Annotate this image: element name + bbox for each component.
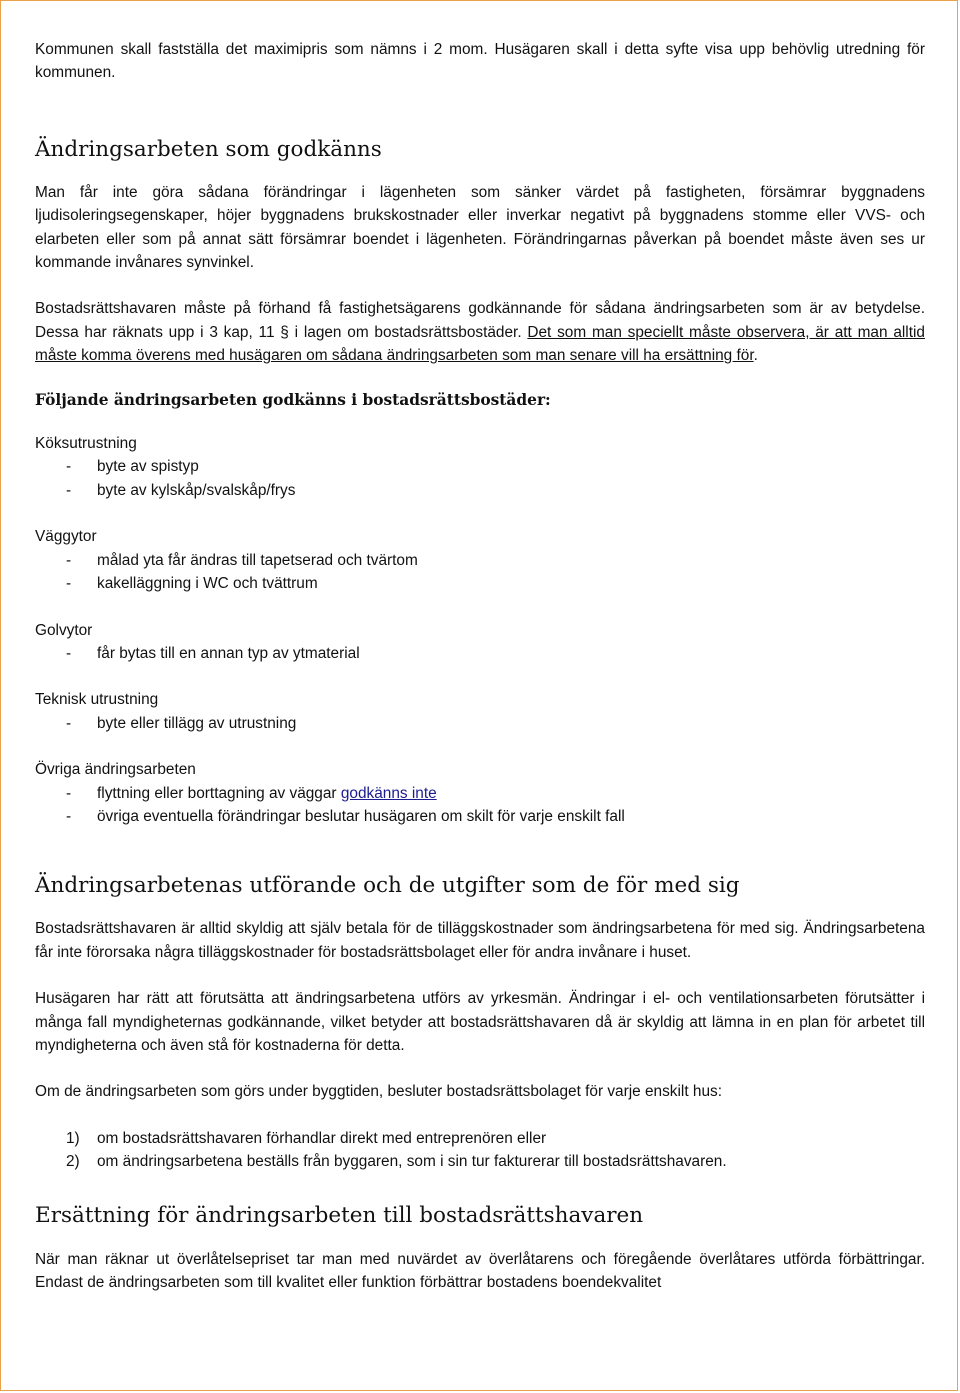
list-item: - byte eller tillägg av utrustning — [35, 712, 925, 735]
p2-underlined-text: Det som man speciellt måste observera, är att man alltid måste komma överens med husägaren om sådana ändringsarbeten som man senare vill ha ersättning för — [35, 323, 925, 365]
dash-bullet: - — [66, 458, 72, 476]
section1-paragraph-1: Man får inte göra sådana förändringar i lägenheten som sänker värdet på fastigheten, försämrar byggnadens ljudisoleringsegenskaper, höjer byggnadens brukskostnader eller inverkar negativt på byggnadens stomme eller VVS- och elarbeten eller som på annat sätt försämrar boendet i lägenheten. Förändringarnas påverkan på boendet måste även ses ur kommande invånares synvinkel. — [35, 183, 925, 272]
section2-paragraph-2: Husägaren har rätt att förutsätta att ändringsarbetena utförs av yrkesmän. Ändringar i el- och ventilationsarbeten förutsätter i många fall myndigheternas godkännande, vilket betyder att bostadsrättshavaren då är skyldig att lämna in en plan för arbetet till myndigheterna och även stå för kostnaderna för detta. — [35, 990, 925, 1054]
dash-bullet: - — [66, 714, 72, 732]
category-floors — [35, 619, 925, 666]
section2-paragraph-3: Om de ändringsarbeten som görs under byggtiden, besluter bostadsrättsbolaget för varje enskilt hus: — [35, 1083, 722, 1101]
list-item: - flyttning eller borttagning av väggar godkänns inte — [35, 782, 925, 805]
intro-paragraph: Kommunen skall fastställa det maximipris som nämns i 2 mom. Husägaren skall i detta syfte visa upp behövlig utredning för kommunen. — [35, 41, 925, 82]
section-heading-execution-costs: Ändringsarbetenas utförande och de utgifter som de för med sig — [35, 873, 740, 899]
category-title: Golvytor — [35, 621, 93, 639]
list-item: - målad yta får ändras till tapetserad och tvärtom — [35, 549, 925, 572]
section-heading-compensation: Ersättning för ändringsarbeten till bostadsrättshavaren — [35, 1202, 644, 1228]
numbered-list — [35, 1127, 925, 1174]
list-item: - kakelläggning i WC och tvättrum — [35, 572, 925, 595]
list-item: - byte av spistyp — [35, 455, 925, 478]
dash-bullet: - — [66, 807, 72, 825]
p2-plain-text: Bostadsrättshavaren måste på förhand få fastighetsägarens godkännande för sådana ändringsarbeten som är av betydelse. Dessa har räknats upp i 3 kap, 11 § i lagen om bostadsrättsbostäder. — [35, 300, 925, 341]
dash-bullet: - — [66, 575, 72, 593]
list-number: 2) — [66, 1153, 80, 1171]
document-body — [35, 38, 925, 1294]
dash-bullet: - — [66, 784, 72, 802]
p2-end: . — [753, 347, 758, 365]
category-walls — [35, 525, 925, 595]
list-item: - byte av kylskåp/svalskåp/frys — [35, 479, 925, 502]
list-item: - övriga eventuella förändringar beslutar husägaren om skilt för varje enskilt fall — [35, 805, 925, 828]
list-item: - får bytas till en annan typ av ytmaterial — [35, 642, 925, 665]
dash-bullet: - — [66, 481, 72, 499]
not-approved-text: godkänns inte — [340, 784, 437, 802]
list-item: 2) om ändringsarbetena beställs från byggaren, som i sin tur fakturerar till bostadsrättshavaren. — [35, 1150, 925, 1173]
dash-bullet: - — [66, 551, 72, 569]
list-number: 1) — [66, 1129, 80, 1147]
section1-paragraph-2 — [35, 297, 925, 367]
category-other — [35, 758, 925, 828]
category-title: Köksutrustning — [35, 435, 137, 453]
section-heading-approved-changes: Ändringsarbeten som godkänns — [35, 136, 382, 162]
dash-bullet: - — [66, 644, 72, 662]
category-kitchen — [35, 432, 925, 502]
category-title: Väggytor — [35, 528, 97, 546]
category-technical — [35, 688, 925, 735]
category-title: Övriga ändringsarbeten — [35, 761, 196, 779]
section2-paragraph-1: Bostadsrättshavaren är alltid skyldig att själv betala för de tilläggskostnader som ändringsarbetena för med sig. Ändringsarbetena får inte förorsaka några tilläggskostnader för bostadsrättsbolaget eller för andra invånare i huset. — [35, 920, 925, 961]
category-title: Teknisk utrustning — [35, 691, 159, 709]
list-item: 1) om bostadsrättshavaren förhandlar direkt med entreprenören eller — [35, 1127, 925, 1150]
section3-paragraph-1: När man räknar ut överlåtelsepriset tar man med nuvärdet av överlåtarens och föregående överlåtares utförda förbättringar. Endast de ändringsarbeten som till kvalitet eller funktion förbättrar bostadens boendekvalitet — [35, 1250, 925, 1291]
approved-list-subheading: Följande ändringsarbeten godkänns i bostadsrättsbostäder: — [35, 390, 551, 409]
